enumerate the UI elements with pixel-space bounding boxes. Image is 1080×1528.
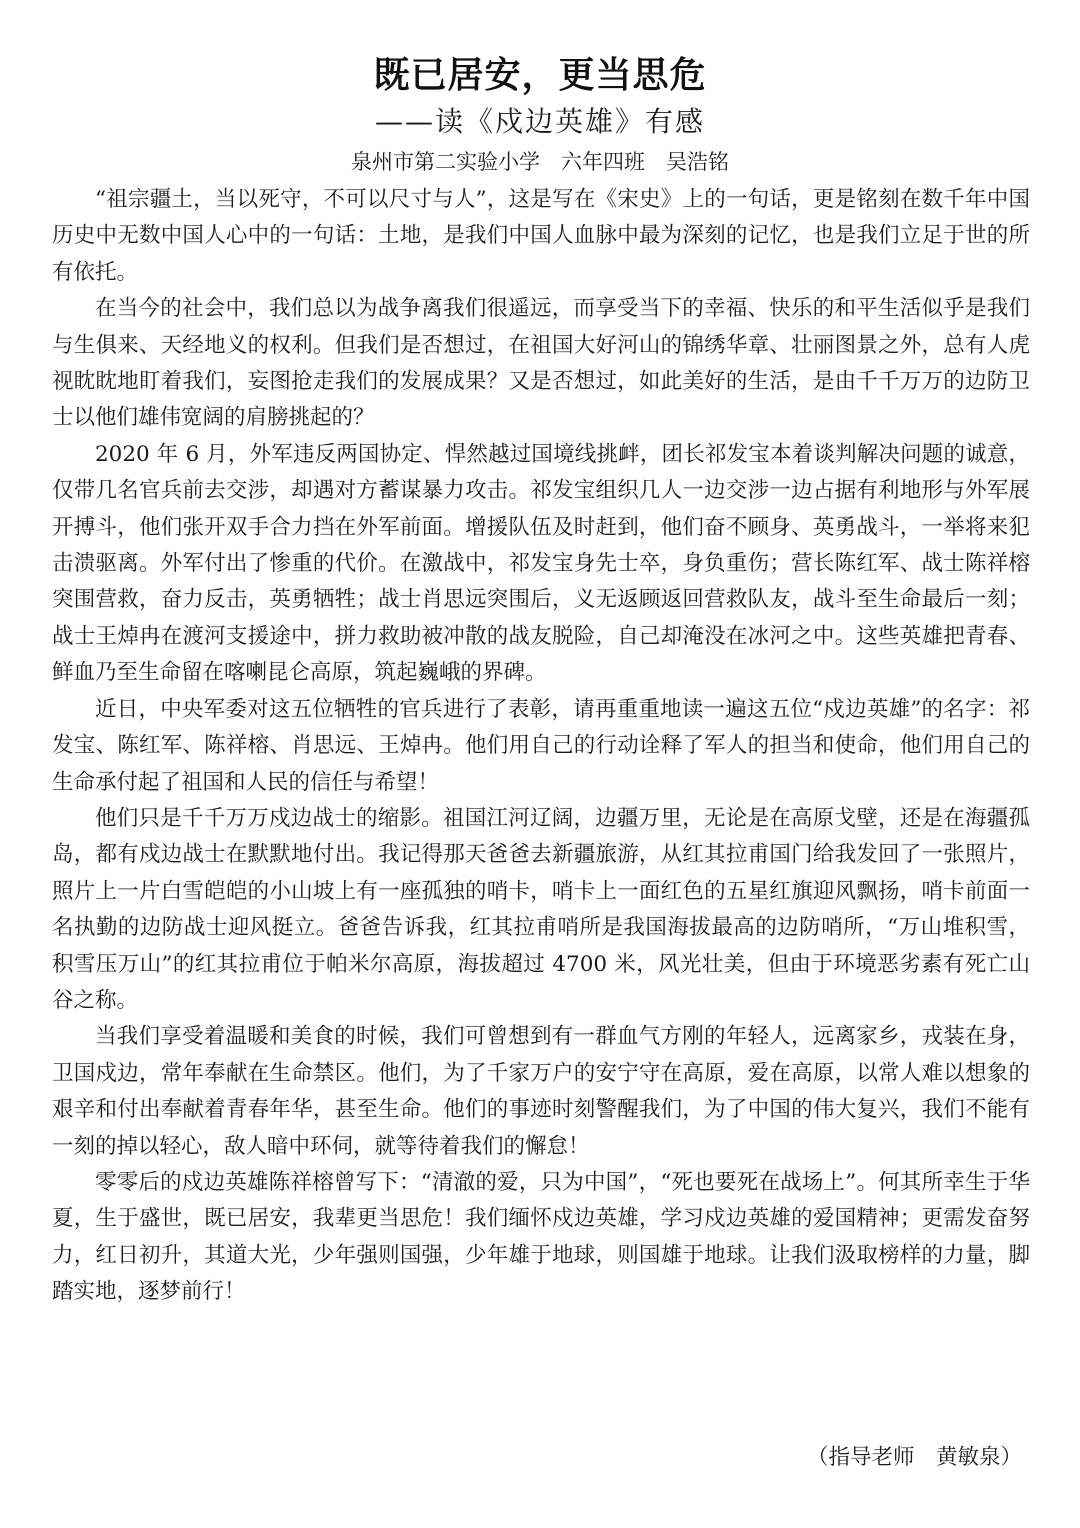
paragraph-6: 当我们享受着温暖和美食的时候，我们可曾想到有一群血气方刚的年轻人，远离家乡，戎装在身，卫国戍边，常年奉献在生命禁区。他们，为了千家万户的安宁守在高原，爱在高原，以常人难以想象的艰辛和付出奉献着青春年华，甚至生命。他们的事迹时刻警醒我们，为了中国的伟大复兴，我们不能有一刻的掉以轻心，敌人暗中环伺，就等待着我们的懈怠！ bbox=[52, 1024, 1030, 1159]
paragraph-1: “祖宗疆土，当以死守，不可以尺寸与人”，这是写在《宋史》上的一句话，更是铭刻在数千年中国历史中无数中国人心中的一句话：土地，是我们中国人血脉中最为深刻的记忆，也是我们立足于世的所有依托。 bbox=[52, 187, 1030, 285]
author-line: 泉州市第二实验小学 六年四班 吴浩铭 bbox=[351, 150, 729, 174]
teacher-signature: （指导老师 黄敏泉） bbox=[806, 1445, 1022, 1470]
paragraph-3: 2020 年 6 月，外军违反两国协定、悍然越过国境线挑衅，团长祁发宝本着谈判解决问题的诚意，仅带几名官兵前去交涉，却遇对方蓄谋暴力攻击。祁发宝组织几人一边交涉一边占据有利地形与外军展开搏斗，他们张开双手合力挡在外军前面。增援队伍及时赶到，他们奋不顾身、英勇战斗，一举将来犯击溃驱离。外军付出了惨重的代价。在激战中，祁发宝身先士卒，身负重伤；营长陈红军、战士陈祥榕突围营救，奋力反击，英勇牺牲；战士肖思远突围后，义无返顾返回营救队友，战斗至生命最后一刻；战士王焯冉在渡河支援途中，拼力救助被冲散的战友脱险，自己却淹没在冰河之中。这些英雄把青春、鲜血乃至生命留在喀喇昆仑高原，筑起巍峨的界碑。 bbox=[52, 441, 1030, 686]
article-title: 既已居安，更当思危 bbox=[373, 55, 707, 96]
paragraph-5: 他们只是千千万万戍边战士的缩影。祖国江河辽阔，边疆万里，无论是在高原戈壁，还是在海疆孤岛，都有戍边战士在默默地付出。我记得那天爸爸去新疆旅游，从红其拉甫国门给我发回了一张照片，照片上一片白雪皑皑的小山坡上有一座孤独的哨卡，哨卡上一面红色的五星红旗迎风飘扬，哨卡前面一名执勤的边防战士迎风挺立。爸爸告诉我，红其拉甫哨所是我国海拔最高的边防哨所，“万山堆积雪，积雪压万山”的红其拉甫位于帕米尔高原，海拔超过 4700 米，风光壮美，但由于环境恶劣素有死亡山谷之称。 bbox=[52, 805, 1030, 1013]
article-subtitle: ——读《戍边英雄》有感 bbox=[374, 105, 705, 138]
article-body bbox=[52, 182, 1030, 1311]
paragraph-4: 近日，中央军委对这五位牺牲的官兵进行了表彰，请再重重地读一遍这五位“戍边英雄”的名字：祁发宝、陈红军、陈祥榕、肖思远、王焯冉。他们用自己的行动诠释了军人的担当和使命，他们用自己的生命承付起了祖国和人民的信任与希望！ bbox=[52, 696, 1030, 795]
paragraph-2: 在当今的社会中，我们总以为战争离我们很遥远，而享受当下的幸福、快乐的和平生活似乎是我们与生俱来、天经地义的权利。但我们是否想过，在祖国大好河山的锦绣华章、壮丽图景之外，总有人虎视眈眈地盯着我们，妄图抢走我们的发展成果？又是否想过，如此美好的生活，是由千千万万的边防卫士以他们雄伟宽阔的肩膀挑起的？ bbox=[52, 296, 1030, 431]
paragraph-7: 零零后的戍边英雄陈祥榕曾写下：“清澈的爱，只为中国”，“死也要死在战场上”。何其所幸生于华夏，生于盛世，既已居安，我辈更当思危！我们缅怀戍边英雄，学习戍边英雄的爱国精神；更需发奋努力，红日初升，其道大光，少年强则国强，少年雄于地球，则国雄于地球。让我们汲取榜样的力量，脚踏实地，逐梦前行！ bbox=[52, 1169, 1030, 1305]
